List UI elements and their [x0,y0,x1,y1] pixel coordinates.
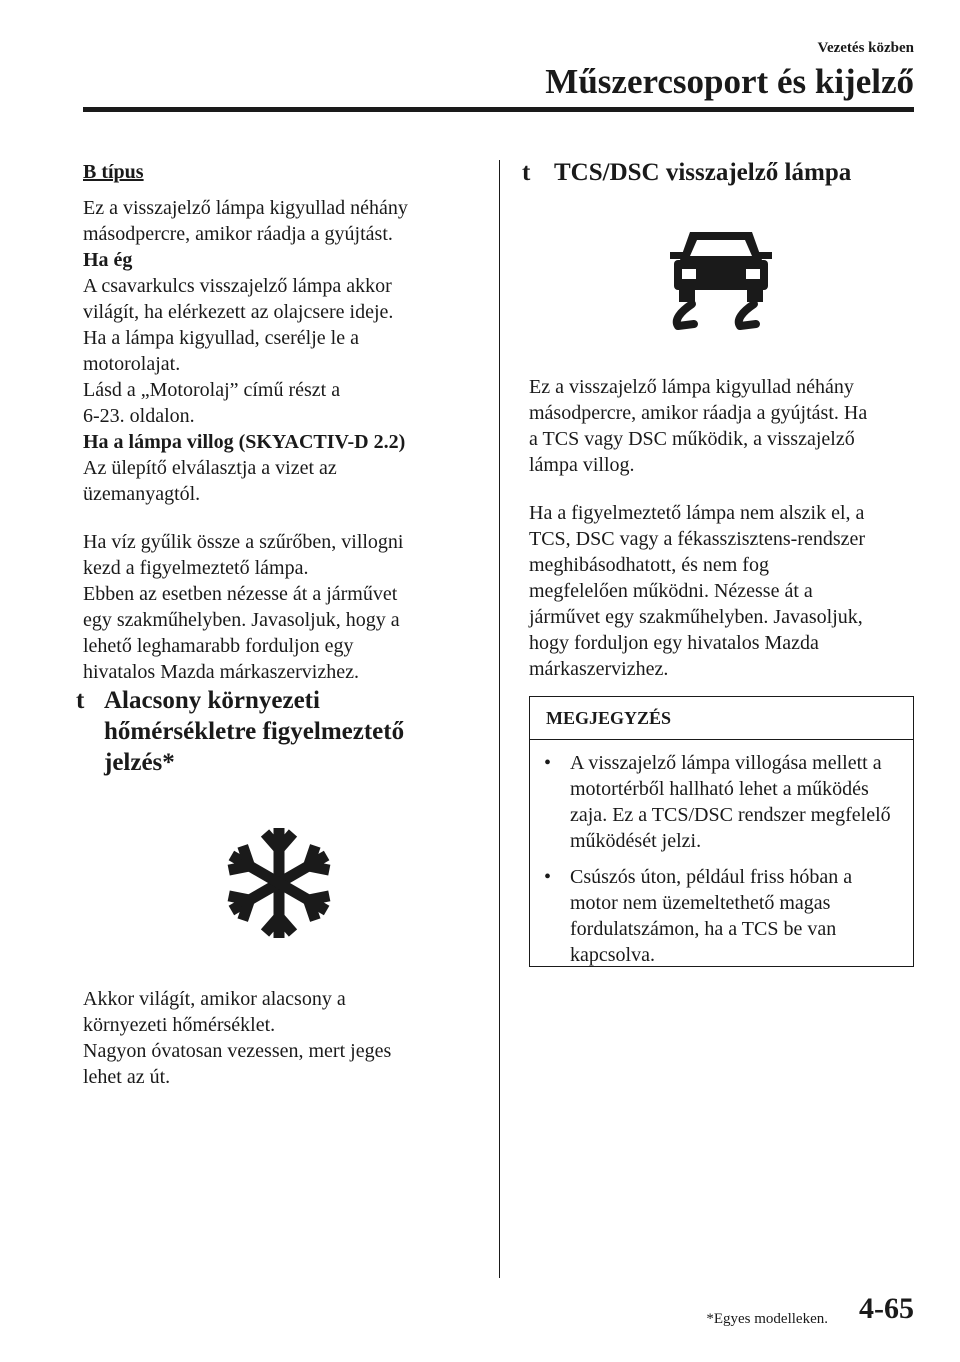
ha-eg-line: Lásd a „Motorolaj” című részt a [83,379,341,401]
tcs-title-text: TCS/DSC visszajelző lámpa [554,159,852,186]
section-title-line: Alacsony környezeti [104,687,320,714]
column-divider [499,160,500,1278]
footnote: *Egyes modelleken. [706,1311,828,1327]
note-item-text: A visszajelző lámpa villogása mellett a motortérből hallható lehet a működés zaja. Ez a TCS/DSC rendszer megfelelő működését jelzi. [570,752,891,852]
section-title-line: hőmérsékletre figyelmeztető [104,718,405,745]
tcs-section-title [522,157,922,188]
tcs-warning-line: TCS, DSC vagy a fékasszisztens-rendszer [529,528,866,550]
ha-eg-line: A csavarkulcs visszajelző lámpa akkor [83,275,392,297]
tcs-warning-line: Ha a figyelmeztető lámpa nem alszik el, a [529,502,865,524]
ha-eg-line: 6-23. oldalon. [83,405,195,427]
low-temp-text [83,986,473,1090]
left-column [83,159,473,685]
b-type-paragraph: Ez a visszajelző lámpa kigyullad néhány másodpercre, amikor ráadja a gyújtást. [83,197,408,245]
bullet-icon: • [544,866,552,888]
tcs-line: másodpercre, amikor ráadja a gyújtást. Ha [529,402,868,424]
villog-heading: Ha a lámpa villog (SKYACTIV-D 2.2) [83,431,406,453]
note-item [544,750,897,854]
header-rule [83,107,914,112]
section-marker: t [76,687,85,714]
low-temp-section-title [76,685,476,778]
tcs-line: a TCS vagy DSC működik, a visszajelző [529,428,855,450]
water-line: Ebben az esetben nézesse át a járművet [83,583,398,605]
ha-eg-line: motorolajat. [83,353,181,375]
note-title: MEGJEGYZÉS [530,697,913,740]
low-temp-line: lehet az út. [83,1066,171,1088]
tcs-warning-line: megfelelően működni. Nézesse át a [529,580,813,602]
tcs-line: Ez a visszajelző lámpa kigyullad néhány [529,376,854,398]
water-line: hivatalos Mazda márkaszervizhez. [83,661,359,683]
tcs-warning-line: hogy forduljon egy hivatalos Mazda [529,632,819,654]
ha-eg-heading: Ha ég [83,249,133,271]
running-header-section: Vezetés közben [817,40,914,56]
low-temp-line: Nagyon óvatosan vezessen, mert jeges [83,1040,392,1062]
water-line: egy szakműhelyben. Javasoljuk, hogy a [83,609,400,631]
water-line: Ha víz gyűlik össze a szűrőben, villogni [83,531,404,553]
snowflake-icon [222,824,336,942]
tcs-warning-line: járművet egy szakműhelyben. Javasoljuk, [529,606,863,628]
skidding-car-icon [670,224,772,336]
tcs-warning-line: meghibásodhatott, és nem fog [529,554,769,576]
note-item-text: Csúszós úton, például friss hóban a motor nem üzemeltethető magas fordulatszámon, ha a TCS be van kapcsolva. [570,866,853,966]
ha-eg-line: Ha a lámpa kigyullad, cserélje le a [83,327,359,349]
low-temp-line: Akkor világít, amikor alacsony a [83,988,346,1010]
villog-paragraph: Az ülepítő elválasztja a vizet az üzemanyagtól. [83,457,337,505]
tcs-line: lámpa villog. [529,454,635,476]
section-title-line: jelzés* [104,749,175,776]
section-marker: t [522,159,531,186]
bullet-icon: • [544,752,552,774]
low-temp-line: környezeti hőmérséklet. [83,1014,276,1036]
running-header-title: Műszercsoport és kijelző [545,62,914,101]
water-line: kezd a figyelmeztető lámpa. [83,557,309,579]
water-line: lehető leghamarabb forduljon egy [83,635,354,657]
right-column [529,374,919,682]
note-box [529,696,914,967]
ha-eg-line: világít, ha elérkezett az olajcsere ideje. [83,301,394,323]
note-item [544,864,897,968]
page-number: 4-65 [859,1292,914,1325]
tcs-warning-line: márkaszervizhez. [529,658,669,680]
b-type-subheading: B típus [83,161,144,183]
